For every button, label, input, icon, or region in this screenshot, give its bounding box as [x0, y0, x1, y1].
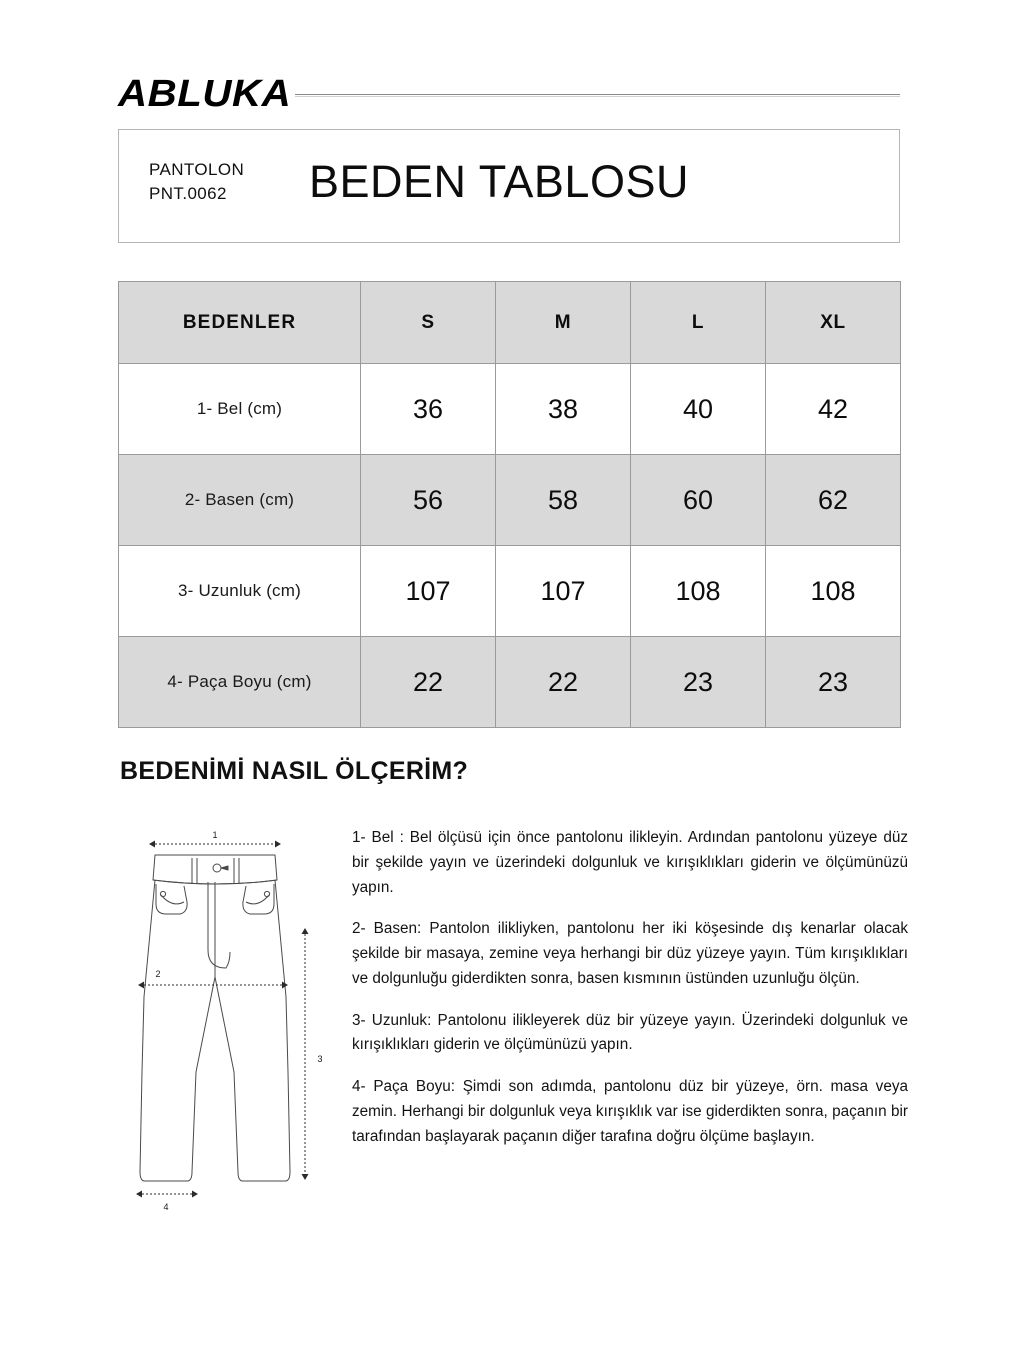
header-divider-rule [295, 94, 900, 97]
cell-uzunluk-xl: 108 [766, 546, 901, 637]
cell-uzunluk-l: 108 [631, 546, 766, 637]
cell-paca-xl: 23 [766, 637, 901, 728]
cell-basen-l: 60 [631, 455, 766, 546]
size-table-body [119, 364, 901, 728]
cell-basen-xl: 62 [766, 455, 901, 546]
brand-header [118, 72, 900, 116]
column-header-l: L [631, 282, 766, 364]
diagram-marker-1: 1 [212, 830, 218, 840]
product-category: PANTOLON [149, 160, 245, 179]
row-label-uzunluk: 3- Uzunluk (cm) [119, 546, 361, 637]
table-row [119, 637, 901, 728]
trousers-diagram [130, 822, 330, 1242]
cell-basen-m: 58 [496, 455, 631, 546]
diagram-marker-4: 4 [163, 1202, 169, 1212]
table-row [119, 455, 901, 546]
cell-uzunluk-m: 107 [496, 546, 631, 637]
table-header-row [119, 282, 901, 364]
cell-basen-s: 56 [361, 455, 496, 546]
cell-bel-l: 40 [631, 364, 766, 455]
how-to-measure-heading: BEDENİMİ NASIL ÖLÇERİM? [120, 757, 469, 785]
cell-bel-s: 36 [361, 364, 496, 455]
page-title: BEDEN TABLOSU [309, 156, 689, 207]
cell-paca-m: 22 [496, 637, 631, 728]
size-table [118, 281, 901, 728]
cell-bel-m: 38 [496, 364, 631, 455]
column-header-xl: XL [766, 282, 901, 364]
instruction-bel: 1- Bel : Bel ölçüsü için önce pantolonu ilikleyin. Ardından pantolonu yüzeye düz bir şekilde yayın ve üzerindeki dolgunluk ve kırışıklıkları giderin ve ölçümünüzü yapın. [352, 829, 908, 896]
cell-paca-s: 22 [361, 637, 496, 728]
column-header-s: S [361, 282, 496, 364]
diagram-marker-3: 3 [317, 1054, 323, 1064]
row-label-basen: 2- Basen (cm) [119, 455, 361, 546]
cell-uzunluk-s: 107 [361, 546, 496, 637]
column-header-m: M [496, 282, 631, 364]
instruction-uzunluk: 3- Uzunluk: Pantolonu ilikleyerek düz bir yüzeye yayın. Üzerindeki dolgunluk ve kırışıklıkları giderin ve ölçümünüzü yapın. [352, 1011, 908, 1054]
diagram-marker-2: 2 [155, 969, 161, 979]
cell-bel-xl: 42 [766, 364, 901, 455]
title-box [118, 129, 900, 243]
table-row [119, 546, 901, 637]
table-row [119, 364, 901, 455]
instruction-paca-boyu: 4- Paça Boyu: Şimdi son adımda, pantolonu düz bir yüzeye, örn. masa veya zemin. Herhangi bir dolgunluk veya kırışıklık var ise giderdikten sonra, paçanın bir tarafından başlayarak paçanın diğer tarafına doğru ölçüme başlayın. [352, 1078, 908, 1145]
measurement-instructions [352, 826, 908, 1149]
abluka-logo: ABLUKA [118, 73, 292, 115]
row-label-bel: 1- Bel (cm) [119, 364, 361, 455]
column-header-bedenler: BEDENLER [119, 282, 361, 364]
size-table-head [119, 282, 901, 364]
trousers-technical-drawing [130, 822, 330, 1242]
instruction-basen: 2- Basen: Pantolon ilikliyken, pantolonu her iki köşesinde dış kenarlar olacak şekilde bir masaya, zemine veya herhangi bir düz yüzeye yayın. Tüm kırışıklıkları ve dolgunluğu giderdikten sonra, basen kısmının üstünden uzunluğu ölçün. [352, 920, 908, 987]
product-code: PNT.0062 [149, 184, 227, 204]
row-label-paca-boyu: 4- Paça Boyu (cm) [119, 637, 361, 728]
cell-paca-l: 23 [631, 637, 766, 728]
